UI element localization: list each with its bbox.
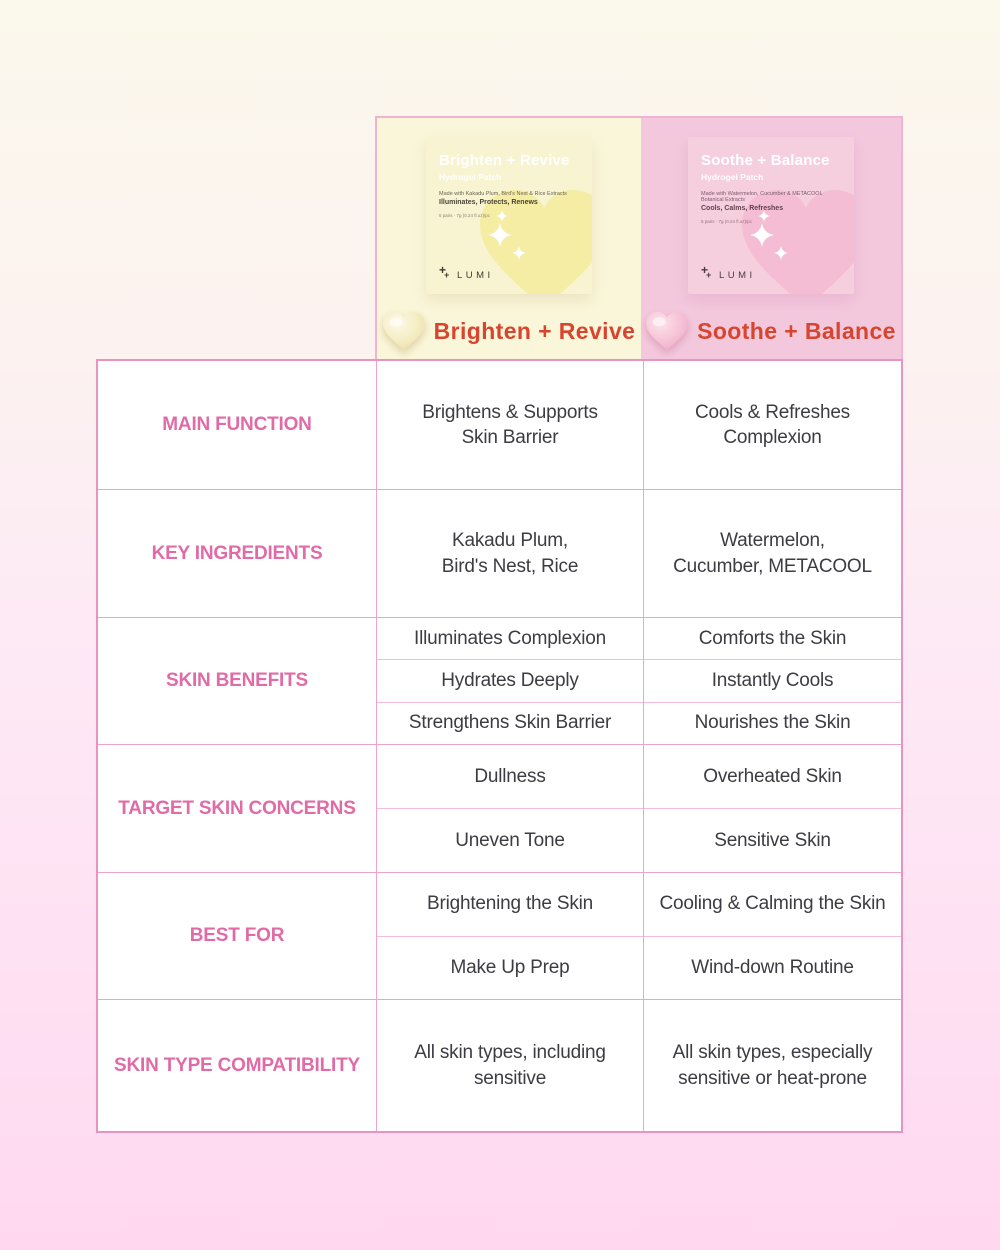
caption-soothe	[641, 312, 901, 350]
concern-item: Sensitive Skin	[644, 808, 901, 872]
concern-item: Uneven Tone	[377, 808, 643, 872]
cell-soothe: All skin types, especially sensitive or heat-prone	[643, 1000, 901, 1131]
table-row-main-function	[98, 361, 901, 489]
package-title: Soothe + Balance	[701, 152, 830, 169]
package-title: Brighten + Revive	[439, 152, 570, 169]
row-label: TARGET SKIN CONCERNS	[118, 797, 356, 819]
cell-soothe	[643, 745, 901, 872]
lumi-logo	[701, 263, 756, 282]
row-label: MAIN FUNCTION	[162, 414, 312, 435]
product-box-brighten	[426, 137, 592, 294]
heart-patch-icon	[383, 312, 425, 350]
product-box-soothe	[688, 137, 854, 294]
cell-soothe	[643, 618, 901, 744]
cell-soothe: Cools & Refreshes Complexion	[643, 361, 901, 489]
package-subtitle: Hydrogel Patch	[439, 171, 502, 182]
package-benefits-line: Illuminates, Protects, Renews	[439, 198, 538, 206]
concern-item: Dullness	[474, 765, 546, 787]
benefit-item: Comforts the Skin	[698, 627, 847, 649]
table-row-target-skin-concerns	[98, 744, 901, 872]
package-benefits-line: Cools, Calms, Refreshes	[701, 204, 784, 212]
caption-text: Soothe + Balance	[697, 317, 896, 344]
sparkle-cluster-icon	[488, 210, 538, 266]
benefit-item: Illuminates Complexion	[413, 627, 607, 649]
plus-sparkle-icon: + +	[701, 263, 712, 280]
row-label: SKIN TYPE COMPATIBILITY	[114, 1054, 360, 1076]
cell-brighten: All skin types, including sensitive	[376, 1000, 643, 1131]
product-header-soothe	[641, 116, 903, 359]
cell-brighten: Kakadu Plum, Bird's Nest, Rice	[376, 490, 643, 617]
heart-patch-icon	[646, 312, 688, 350]
row-label: KEY INGREDIENTS	[151, 542, 323, 564]
table-row-skin-benefits	[98, 617, 901, 744]
cell-brighten: Brightens & Supports Skin Barrier	[376, 361, 643, 489]
benefit-item: Nourishes the Skin	[644, 702, 901, 744]
best-for-item: Brightening the Skin	[426, 893, 594, 915]
table-row-best-for	[98, 872, 901, 999]
package-ingredients-line: Made with Watermelon, Cucumber & METACOOL Botanical Extracts	[701, 190, 823, 203]
row-label: SKIN BENEFITS	[165, 670, 309, 691]
caption-text: Brighten + Revive	[433, 317, 636, 344]
brand-name: LUMI	[719, 269, 756, 281]
caption-brighten	[377, 312, 641, 350]
plus-sparkle-icon: + +	[439, 263, 450, 280]
cell-brighten	[376, 745, 643, 872]
row-label: BEST FOR	[189, 925, 285, 946]
product-header-brighten	[375, 116, 643, 359]
table-row-skin-type-compatibility	[98, 999, 901, 1131]
best-for-item: Make Up Prep	[377, 936, 643, 1000]
concern-item: Overheated Skin	[703, 765, 842, 787]
cell-brighten	[376, 873, 643, 999]
cell-soothe	[643, 873, 901, 999]
brand-name: LUMI	[457, 269, 494, 281]
benefit-item: Instantly Cools	[644, 659, 901, 701]
package-ingredients-line: Made with Kakadu Plum, Bird's Nest & Rice Extracts	[439, 190, 567, 197]
comparison-table	[96, 359, 903, 1133]
package-subtitle: Hydrogel Patch	[701, 171, 764, 182]
best-for-item: Cooling & Calming the Skin	[659, 893, 886, 915]
table-row-key-ingredients	[98, 489, 901, 617]
benefit-item: Strengthens Skin Barrier	[377, 702, 643, 744]
cell-brighten	[376, 618, 643, 744]
package-size-line: 5 pairs · 7g (0.24 fl.oz)/pc	[701, 218, 753, 224]
benefit-item: Hydrates Deeply	[377, 659, 643, 701]
best-for-item: Wind-down Routine	[644, 936, 901, 1000]
lumi-logo	[439, 263, 494, 282]
package-size-line: 5 pairs · 7g (0.24 fl.oz)/pc	[439, 212, 491, 218]
cell-soothe: Watermelon, Cucumber, METACOOL	[643, 490, 901, 617]
